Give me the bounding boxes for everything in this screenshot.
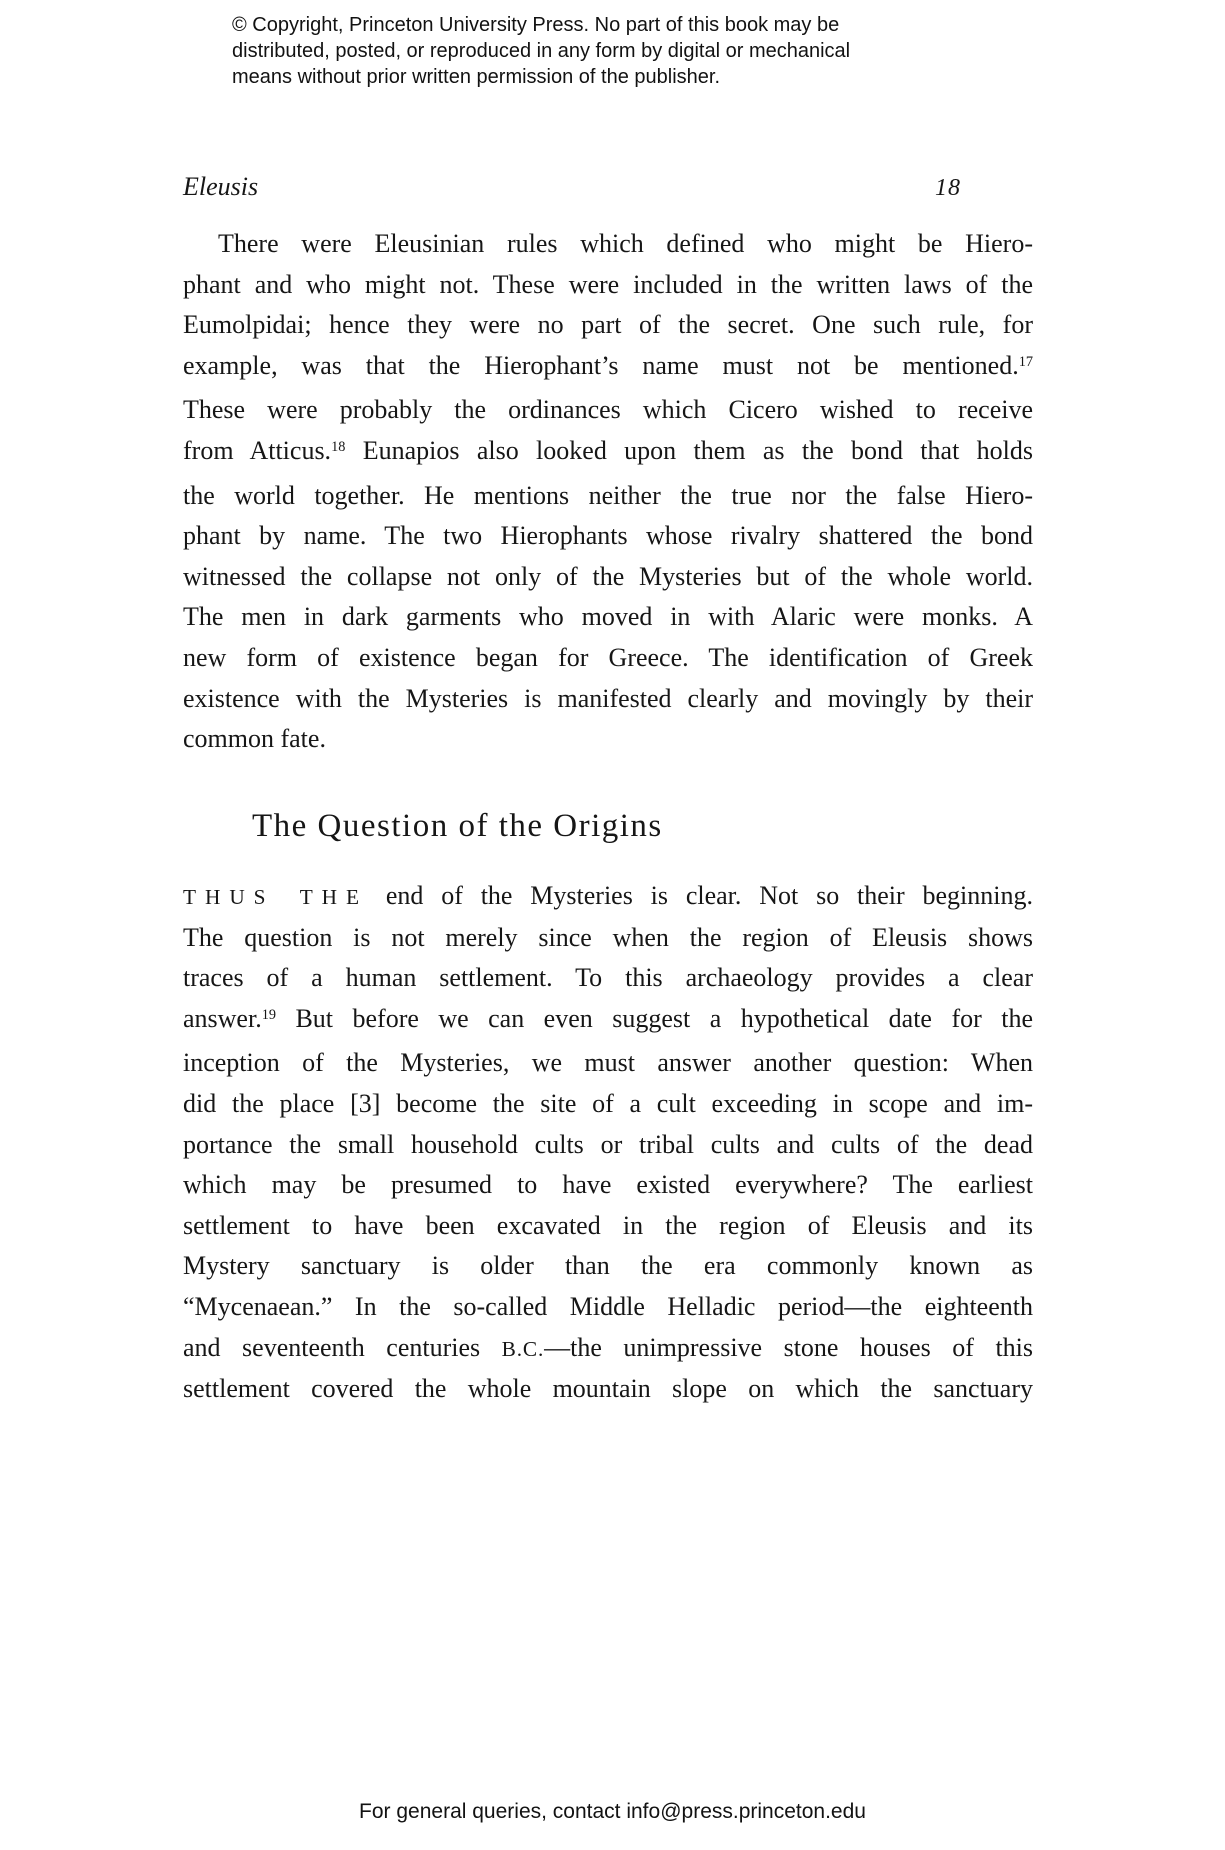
text-segment: B.C.	[501, 1336, 545, 1361]
text-segment: —the unimpressive stone houses of this	[544, 1332, 1034, 1362]
footnote-reference: 19	[261, 1006, 276, 1023]
text-segment: the world together. He mentions neither the true nor the false Hiero-	[183, 480, 1033, 510]
text-segment: and seventeenth centuries	[183, 1332, 502, 1362]
text-segment: end of the Mysteries is clear. Not so their beginning.	[368, 881, 1033, 910]
footer-contact-line: For general queries, contact info@press.princeton.edu	[359, 1800, 866, 1823]
paragraph-end-of-mysteries	[183, 224, 1033, 760]
text-segment: answer.	[183, 1003, 262, 1033]
section-heading: The Question of the Origins	[252, 808, 663, 844]
text-line	[183, 1287, 1033, 1328]
text-segment: distributed, posted, or reproduced in any form by digital or mechanical	[232, 40, 851, 62]
text-segment: These were probably the ordinances which Cicero wished to receive	[183, 395, 1033, 425]
text-line	[183, 476, 1033, 517]
footnote-reference: 18	[331, 439, 346, 456]
text-segment: traces of a human settlement. To this archaeology provides a clear	[183, 963, 1033, 993]
text-line	[183, 305, 1033, 346]
text-segment: The question is not merely since when the region of Eleusis shows	[183, 922, 1033, 952]
text-segment: Eunapios also looked upon them as the bond that holds	[345, 435, 1033, 465]
text-segment: phant by name. The two Hierophants whose rivalry shattered the bond	[183, 521, 1033, 551]
text-line	[183, 1084, 1033, 1125]
text-segment: Eumolpidai; hence they were no part of the secret. One such rule, for	[183, 310, 1033, 340]
text-line	[183, 719, 1033, 760]
text-segment: example, was that the Hierophant’s name must not be mentioned.	[183, 350, 1019, 380]
text-line	[183, 918, 1033, 959]
text-segment: But before we can even suggest a hypothetical date for the	[276, 1003, 1033, 1033]
running-head	[183, 172, 983, 202]
text-line	[183, 1328, 1033, 1370]
text-line	[232, 64, 952, 90]
text-line	[232, 38, 952, 64]
text-segment: settlement to have been excavated in the region of Eleusis and its	[183, 1210, 1033, 1240]
text-line	[183, 516, 1033, 557]
text-line	[183, 638, 1033, 679]
text-line	[183, 876, 1033, 918]
running-head-title: Eleusis	[183, 172, 259, 201]
text-segment: common fate.	[183, 724, 326, 754]
text-line	[183, 1125, 1033, 1166]
text-line	[183, 1043, 1033, 1084]
text-segment: Mystery sanctuary is older than the era commonly known as	[183, 1251, 1033, 1281]
text-segment: THUS THE	[183, 885, 368, 909]
text-segment: There were Eleusinian rules which defined who might be Hiero-	[218, 229, 1033, 258]
text-segment: settlement covered the whole mountain slope on which the sanctuary	[183, 1374, 1033, 1404]
page-number: 18	[935, 175, 961, 201]
text-line	[183, 958, 1033, 999]
text-line	[183, 390, 1033, 431]
text-segment: means without prior written permission of the publisher.	[232, 66, 721, 88]
text-segment: witnessed the collapse not only of the Mysteries but of the whole world.	[183, 561, 1033, 591]
text-line	[183, 1246, 1033, 1287]
paragraph-question-of-origins	[183, 876, 1033, 1410]
text-line	[183, 597, 1033, 638]
text-line	[183, 431, 1033, 476]
text-line	[183, 1369, 1033, 1410]
text-segment: did the place [3] become the site of a cult exceeding in scope and im-	[183, 1088, 1033, 1118]
text-segment: The men in dark garments who moved in with Alaric were monks. A	[183, 602, 1033, 632]
text-line	[183, 679, 1033, 720]
text-segment: portance the small household cults or tribal cults and cults of the dead	[183, 1129, 1033, 1159]
text-segment: new form of existence began for Greece. The identification of Greek	[183, 642, 1033, 672]
text-line	[232, 12, 952, 38]
text-line	[183, 999, 1033, 1044]
text-line	[183, 557, 1033, 598]
text-segment: which may be presumed to have existed everywhere? The earliest	[183, 1170, 1033, 1200]
text-segment: existence with the Mysteries is manifested clearly and movingly by their	[183, 683, 1033, 713]
text-segment: inception of the Mysteries, we must answer another question: When	[183, 1048, 1033, 1078]
text-line	[183, 224, 1033, 265]
text-line	[183, 1165, 1033, 1206]
text-line	[183, 346, 1033, 391]
text-segment: from Atticus.	[183, 435, 332, 465]
footnote-reference: 17	[1018, 353, 1033, 370]
text-segment: © Copyright, Princeton University Press. No part of this book may be	[232, 14, 840, 36]
text-segment: phant and who might not. These were included in the written laws of the	[183, 269, 1033, 299]
text-line	[183, 265, 1033, 306]
text-segment: “Mycenaean.” In the so-called Middle Helladic period—the eighteenth	[183, 1291, 1033, 1321]
copyright-notice	[232, 12, 952, 90]
text-line	[183, 1206, 1033, 1247]
